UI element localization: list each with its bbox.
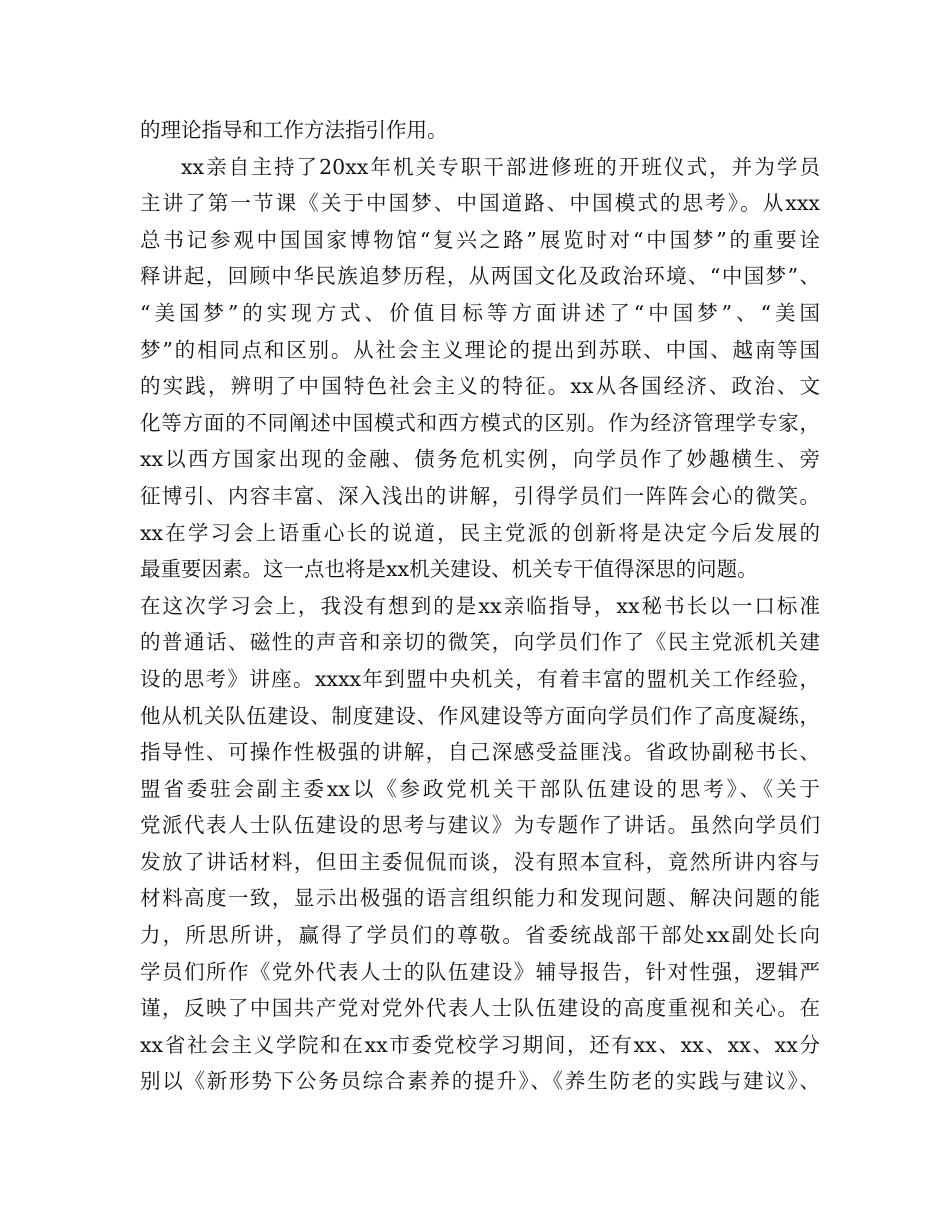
text-line: xx以西方国家出现的金融、债务危机实例，向学员作了妙趣横生、旁 [140,447,820,472]
body-text [140,112,820,1100]
text-line: 材料高度一致，显示出极强的语言组织能力和发现问题、解决问题的能 [140,886,820,911]
text-line: 释讲起，回顾中华民族追梦历程，从两国文化及政治环境、“中国梦”、 [140,264,820,289]
text-line: 在这次学习会上，我没有想到的是xx亲临指导，xx秘书长以一口标准 [140,593,820,618]
text-line: 力，所思所讲，赢得了学员们的尊敬。省委统战部干部处xx副处长向 [140,923,820,948]
text-line: xx省社会主义学院和在xx市委党校学习期间，还有xx、xx、xx、xx分 [140,1032,820,1057]
text-line: 设的思考》讲座。xxxx年到盟中央机关，有着丰富的盟机关工作经验， [140,666,820,691]
text-line: 征博引、内容丰富、深入浅出的讲解，引得学员们一阵阵会心的微笑。 [140,483,820,508]
text-line: 的普通话、磁性的声音和亲切的微笑，向学员们作了《民主党派机关建 [140,630,820,655]
text-line: 盟省委驻会副主委xx以《参政党机关干部队伍建设的思考》、《关于 [140,776,820,801]
text-line: 总书记参观中国国家博物馆“复兴之路”展览时对“中国梦”的重要诠 [140,227,820,252]
text-line: 发放了讲话材料，但田主委侃侃而谈，没有照本宣科，竟然所讲内容与 [140,849,820,874]
text-line: “美国梦”的实现方式、价值目标等方面讲述了“中国梦”、“美国 [140,300,820,325]
text-line: 学员们所作《党外代表人士的队伍建设》辅导报告，针对性强，逻辑严 [140,959,820,984]
text-line: 党派代表人士队伍建设的思考与建议》为专题作了讲话。虽然向学员们 [140,813,820,838]
text-line: 谨，反映了中国共产党对党外代表人士队伍建设的高度重视和关心。在 [140,996,820,1021]
text-line: 梦”的相同点和区别。从社会主义理论的提出到苏联、中国、越南等国 [140,337,820,362]
text-line: 的理论指导和工作方法指引作用。 [140,118,448,142]
text-line: xx在学习会上语重心长的说道，民主党派的创新将是决定今后发展的 [140,520,820,545]
text-line: 主讲了第一节课《关于中国梦、中国道路、中国模式的思考》。从xxx [140,191,820,216]
text-line: 最重要因素。这一点也将是xx机关建设、机关专干值得深思的问题。 [140,557,758,582]
text-line: 的实践，辨明了中国特色社会主义的特征。xx从各国经济、政治、文 [140,374,820,399]
text-line: 他从机关队伍建设、制度建设、作风建设等方面向学员们作了高度凝练， [140,703,820,728]
text-line: 化等方面的不同阐述中国模式和西方模式的区别。作为经济管理学专家， [140,410,820,435]
text-line: 别以《新形势下公务员综合素养的提升》、《养生防老的实践与建议》、 [140,1069,820,1094]
text-line: 指导性、可操作性极强的讲解，自己深感受益匪浅。省政协副秘书长、 [140,740,820,765]
text-line: xx亲自主持了20xx年机关专职干部进修班的开班仪式，并为学员 [181,154,820,179]
